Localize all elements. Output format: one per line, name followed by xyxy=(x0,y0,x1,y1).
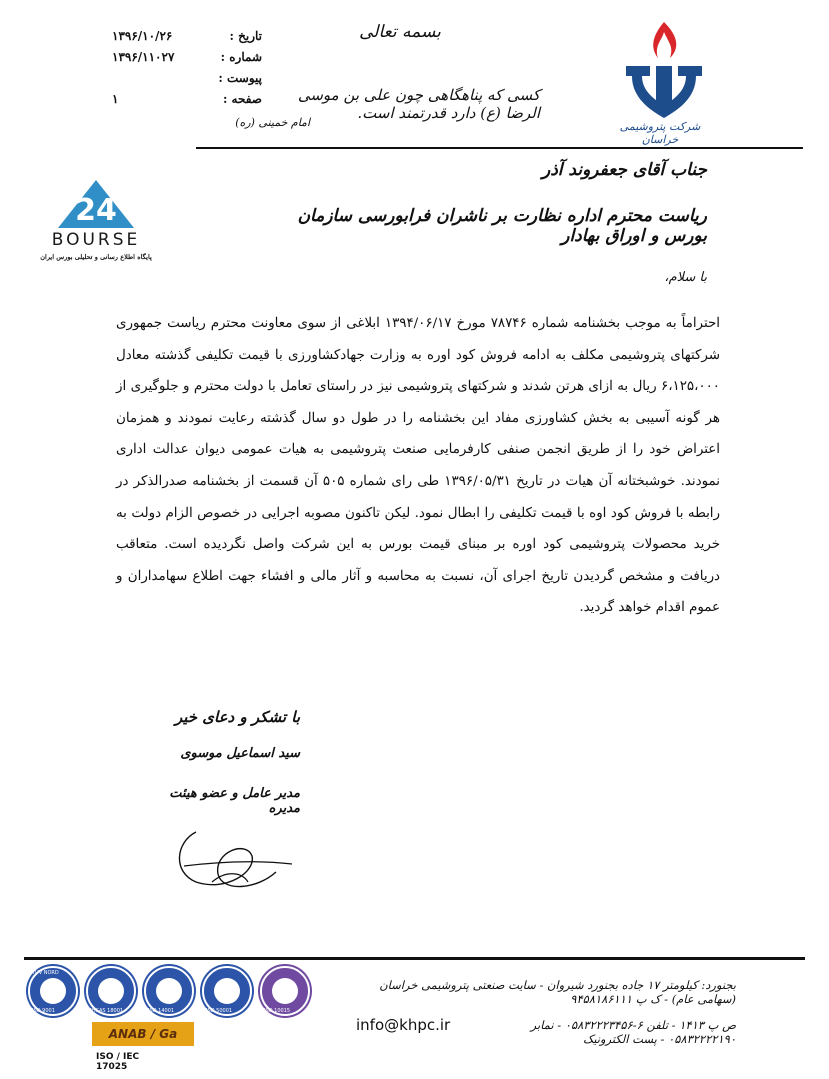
date-label: تاریخ : xyxy=(229,29,262,43)
page-label: صفحه : xyxy=(222,92,262,106)
footer-address: بجنورد: کیلومتر ۱۷ جاده بجنورد شیروان - سایت صنعتی پتروشیمی خراسان (سهامی عام) - ک پ ۹۴۵۸۱۸۶۱۱۱ xyxy=(379,978,736,1006)
bourse-caption: پایگاه اطلاع رسانی و تحلیلی بورس ایران xyxy=(40,253,152,261)
attachment-label: پیوست : xyxy=(218,71,262,85)
signatory-name: سید اسماعیل موسوی xyxy=(180,746,300,761)
cert-label-2: OHSAS 18001 xyxy=(88,1008,124,1014)
page-row xyxy=(112,89,262,110)
bismillah: بسمه تعالی xyxy=(359,22,441,42)
greeting: با سلام، xyxy=(664,270,707,285)
number-value: ۱۳۹۶/۱۱۰۲۷ xyxy=(112,50,175,64)
signature-closing: با تشکر و دعای خیر xyxy=(174,708,300,726)
svg-text:24: 24 xyxy=(75,193,117,228)
attachment-row xyxy=(112,68,262,89)
footer-divider xyxy=(24,957,805,960)
cert-label-1: ISO 9001 xyxy=(32,1008,55,1014)
header-quote: کسی که پناهگاهی چون علی بن موسی الرضا (ع) دارد قدرتمند است. xyxy=(297,86,540,122)
petrochemical-flame-icon xyxy=(612,14,716,124)
number-row xyxy=(112,47,262,68)
number-label: شماره : xyxy=(220,50,262,64)
date-value: ۱۳۹۶/۱۰/۲۶ xyxy=(112,29,173,43)
date-row xyxy=(112,26,262,47)
letter-meta xyxy=(112,26,262,110)
handwritten-signature xyxy=(156,812,296,902)
letter-body: احتراماً به موجب بخشنامه شماره ۷۸۷۴۶ مورخ ۱۳۹۴/۰۶/۱۷ ابلاغی از سوی معاونت محترم ریاست جمهوری شرکتهای پتروشیمی مکلف به ادامه فروش کود اوره به وزارت جهادکشاورزی با قیمت تکلیفی گذشته معادل ۶،۱۲۵،۰۰۰ ریال به ازای هرتن شدند و شرکتهای پتروشیمی نیز در راستای تعامل با دولت محترم و جلوگیری از هر گونه آسیبی به بخش کشاورزی مفاد این بخشنامه را در طول دو سال گذشته رعایت نمودند و همزمان اعتراض خود را از طریق انجمن صنفی کارفرمایی صنعت پتروشیمی به هیات عمومی دیوان عدالت اداری نمودند. خوشبختانه آن هیات در تاریخ ۱۳۹۶/۰۵/۳۱ طی رای شماره ۵۰۵ آن قسمت از بخشنامه صدرالذکر در رابطه با فروش کود اوه با قیمت تکلیفی را ابطال نمود. لیکن تاکنون مصوبه اجرایی در خصوص الزام دولت به خرید محصولات پتروشیمی کود اوره بر مبنای قیمت بورس به این شرکت واصل نگردیده است. متعاقب دریافت و مشخص گردیدن تاریخ اجرای آن، نسبت به محاسبه و آثار مالی و افشاء جهت اطلاع سهامداران و عموم اقدام خواهد گردید. xyxy=(116,316,720,616)
addressee: جناب آقای جعفروند آذر xyxy=(542,160,707,180)
bourse-logo xyxy=(34,176,158,266)
anab-badge: ANAB / Ga xyxy=(92,1022,194,1046)
cert-brand-label: TUV NORD xyxy=(32,970,59,976)
subject-line: ریاست محترم اداره نظارت بر ناشران فرابورسی سازمان بورس و اوراق بهادار xyxy=(297,206,707,246)
page-value: ۱ xyxy=(112,92,119,106)
quote-author: امام خمینی (ره) xyxy=(235,116,310,129)
footer-email[interactable]: info@khpc.ir xyxy=(356,1016,451,1034)
signatory-title: مدیر عامل و عضو هیئت مدیره xyxy=(169,786,300,816)
header-divider xyxy=(196,147,803,149)
cert-label-4: ISO 50001 xyxy=(206,1008,233,1014)
certification-badges xyxy=(26,964,326,1024)
bourse-wordmark: BOURSE xyxy=(51,230,141,250)
footer-contact: ص پ ۱۴۱۳ - تلفن ۶-۰۵۸۳۲۲۲۳۴۵۶ - نمابر ۰۵۸۳۲۲۲۲۱۹۰ - پست الکترونیک xyxy=(530,1018,736,1046)
cert-label-3: ISO 14001 xyxy=(148,1008,175,1014)
cert-label-5: ISO 10015 xyxy=(264,1008,291,1014)
company-name: شرکت پتروشیمی خراسان xyxy=(619,120,701,146)
iso-iec-label: ISO / IEC 17025 xyxy=(96,1052,140,1072)
